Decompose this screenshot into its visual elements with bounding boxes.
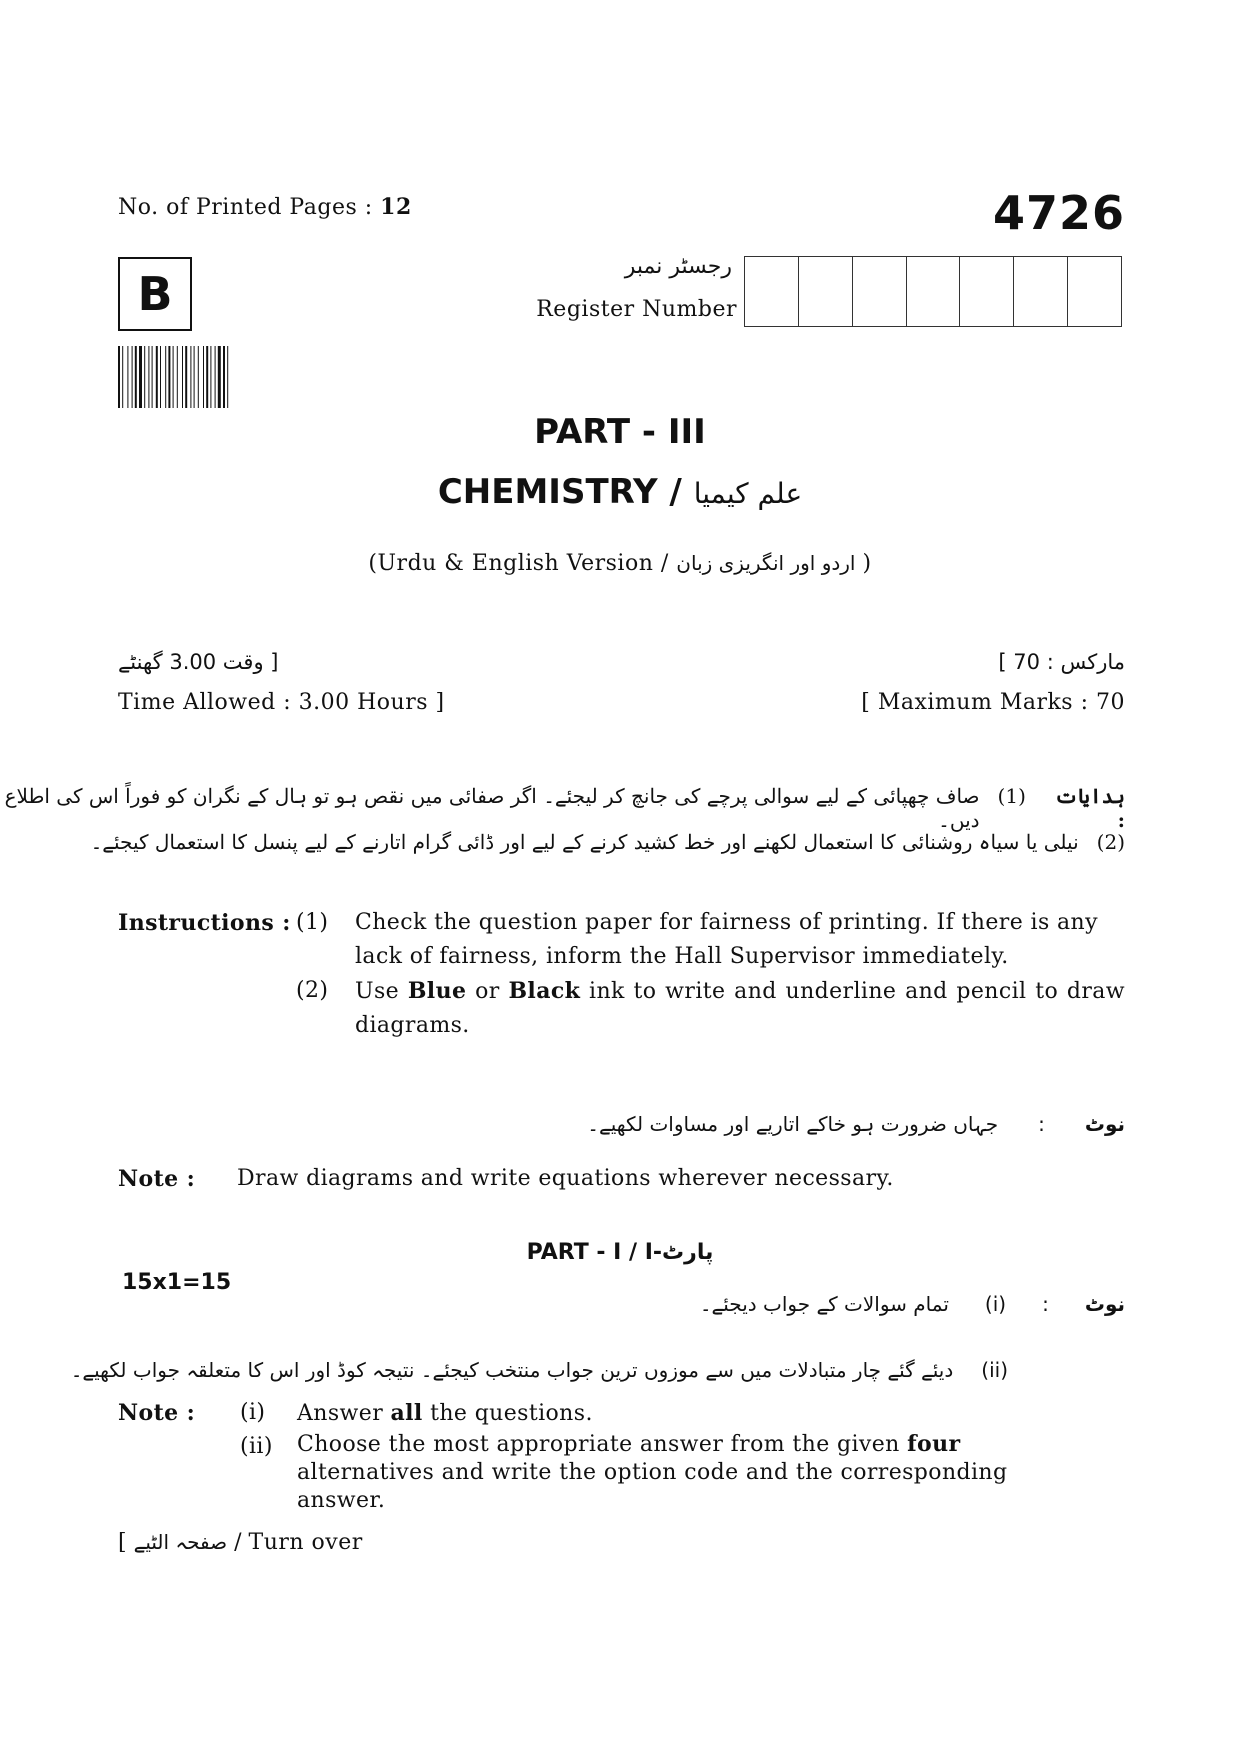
turn-over [118, 1530, 363, 1555]
instruction-text-part: ink to write and underline and pencil to draw diagrams. [355, 979, 1125, 1038]
instruction-number: (2) [296, 978, 329, 1003]
note-text [297, 1396, 593, 1431]
maximum-marks: [ Maximum Marks : 70 [861, 690, 1125, 715]
register-number-urdu: رجسٹر نمبر [624, 254, 732, 279]
note-text: Draw diagrams and write equations wherever necessary. [237, 1166, 894, 1191]
instruction-text-part: Use [355, 979, 408, 1004]
note-number: (i) [240, 1400, 266, 1425]
note-urdu-text: دیئے گئے چار متبادلات میں سے موزوں ترین جواب منتخب کیجئے۔ نتیجہ کوڈ اور اس کا متعلقہ جواب لکھیے۔ [70, 1358, 954, 1382]
marks-urdu: مارکس : 70 ] [998, 650, 1125, 674]
printed-pages-label: No. of Printed Pages : [118, 195, 373, 220]
part-title: PART - III [534, 412, 706, 452]
register-number-box [799, 257, 853, 326]
urdu-instruction-text: نیلی یا سیاہ روشنائی کا استعمال لکھنے اور خط کشید کرنے کے لیے اور ڈائی گرام اتارنے کے لیے پنسل کا استعمال کیجئے۔ [90, 830, 1079, 854]
subject-title [0, 472, 1240, 512]
note-urdu-text: تمام سوالات کے جواب دیجئے۔ [699, 1292, 949, 1316]
register-number-label: Register Number [536, 297, 737, 322]
turn-over-urdu: صفحہ الٹیے [133, 1530, 228, 1554]
urdu-instruction-1 [0, 784, 1125, 832]
version-close: ) [862, 551, 872, 576]
note-urdu-heading: نوٹ [1084, 1112, 1125, 1136]
subject-urdu: علم کیمیا [693, 477, 803, 510]
series-letter: B [137, 267, 173, 321]
turn-over-bracket: [ [118, 1530, 127, 1555]
ink-black: Black [508, 978, 581, 1004]
ink-blue: Blue [407, 978, 467, 1004]
instruction-text: Check the question paper for fairness of printing. If there is any lack of fairness, inform the Hall Supervisor immediately. [355, 910, 1098, 969]
instruction-text [355, 974, 1125, 1043]
register-number-box [745, 257, 799, 326]
marks-scheme: 15x1=15 [122, 1270, 232, 1295]
register-number-box [907, 257, 961, 326]
urdu-instruction-text: صاف چھپائی کے لیے سوالی پرچے کی جانچ کر لیجئے۔ اگر صفائی میں نقص ہو تو ہال کے نگران کو فوراً اس کی اطلاع دیں۔ [4, 784, 980, 832]
urdu-instruction-2 [91, 830, 1125, 854]
note-heading: Note : [118, 1166, 196, 1192]
part-one-title [0, 1240, 1240, 1265]
note-text-part: Choose the most appropriate answer from the given [297, 1432, 908, 1457]
time-allowed: Time Allowed : 3.00 Hours ] [118, 690, 445, 715]
register-number-box [853, 257, 907, 326]
register-number-box [960, 257, 1014, 326]
barcode-icon [118, 346, 354, 408]
part-one-title-en: PART - I / I- [526, 1240, 663, 1265]
instruction-number: (1) [296, 910, 329, 935]
register-number-box [1014, 257, 1068, 326]
note-heading: Note : [118, 1400, 196, 1426]
instruction-text-part: or [466, 979, 509, 1004]
version-open: (Urdu & English Version / [368, 551, 669, 576]
instructions-heading: Instructions : [118, 910, 291, 936]
note-text [297, 1430, 1097, 1515]
note-urdu-heading: نوٹ [1084, 1292, 1125, 1316]
part-one-title-urdu: پارٹ [662, 1240, 714, 1265]
note-text-part: alternatives and write the option code and the corresponding answer. [297, 1460, 1008, 1513]
note-urdu-number: (ii) [981, 1358, 1008, 1382]
printed-pages [118, 194, 412, 220]
urdu-instruction-number: (2) [1096, 830, 1125, 854]
time-urdu: [ وقت 3.00 گھنٹے [118, 650, 279, 674]
urdu-instruction-number: (1) [997, 784, 1026, 808]
note-urdu [587, 1112, 1125, 1136]
note-text-part: Answer [297, 1401, 391, 1426]
note-number: (ii) [240, 1434, 273, 1459]
register-number-grid [744, 256, 1122, 327]
urdu-instructions-heading: ہدایات : [1054, 784, 1125, 832]
note-text-part: the questions. [422, 1401, 593, 1426]
turn-over-en: / Turn over [234, 1530, 363, 1555]
note-urdu-text: جہاں ضرورت ہو خاکے اتاریے اور مساوات لکھیے۔ [587, 1112, 999, 1136]
note-text-bold: all [390, 1400, 423, 1426]
note-urdu-colon: : [1042, 1292, 1049, 1316]
part-one-urdu-note-1 [700, 1292, 1125, 1316]
version-urdu: اردو اور انگریزی زبان [676, 551, 856, 575]
part-one-urdu-note-2 [71, 1358, 1008, 1382]
note-urdu-colon: : [1038, 1112, 1045, 1136]
series-box [118, 257, 192, 331]
register-number-box [1068, 257, 1121, 326]
version-line [0, 551, 1240, 576]
note-text-bold: four [907, 1431, 961, 1457]
printed-pages-value: 12 [380, 194, 412, 220]
paper-code: 4726 [992, 186, 1125, 240]
subject-en: CHEMISTRY / [437, 472, 682, 512]
note-urdu-number: (i) [984, 1292, 1007, 1316]
